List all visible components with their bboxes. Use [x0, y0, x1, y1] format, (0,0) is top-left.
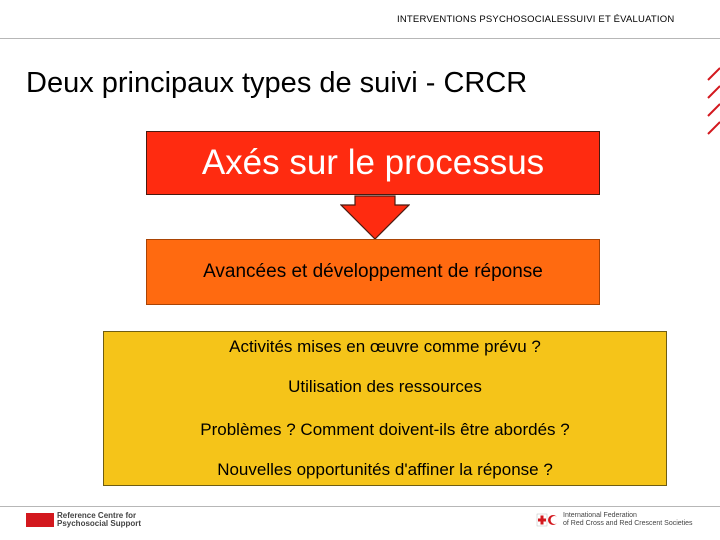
- psychosocial-centre-logo: [26, 512, 141, 528]
- ifrc-logo: [535, 512, 693, 527]
- question-item: Activités mises en œuvre comme prévu ?: [229, 337, 541, 356]
- slide-title: Deux principaux types de suivi - CRCR: [26, 67, 528, 99]
- left-logo-line1: Reference Centre for: [57, 511, 137, 520]
- down-arrow-icon: [340, 195, 410, 240]
- footer-divider: [0, 506, 720, 507]
- right-logo-line2: of Red Cross and Red Crescent Societies: [563, 519, 693, 527]
- ifrc-mark-icon: [26, 513, 54, 527]
- red-cross-crescent-icon: [535, 513, 559, 527]
- process-box: [146, 131, 600, 195]
- header-divider: [0, 38, 720, 39]
- left-logo-line2: Psychosocial Support: [57, 519, 142, 528]
- response-box-label: Avancées et développement de réponse: [203, 261, 543, 282]
- right-logo-line1: International Federation: [563, 512, 637, 519]
- questions-box: [103, 331, 667, 486]
- decorative-stripes: [706, 60, 720, 140]
- process-box-label: Axés sur le processus: [201, 143, 545, 182]
- running-header: INTERVENTIONS PSYCHOSOCIALESSUIVI ET ÉVALUATION: [397, 14, 675, 25]
- response-box: [146, 239, 600, 305]
- question-item: Nouvelles opportunités d'affiner la réponse ?: [217, 460, 553, 479]
- question-item: Utilisation des ressources: [288, 377, 482, 396]
- question-item: Problèmes ? Comment doivent-ils être abordés ?: [200, 420, 570, 439]
